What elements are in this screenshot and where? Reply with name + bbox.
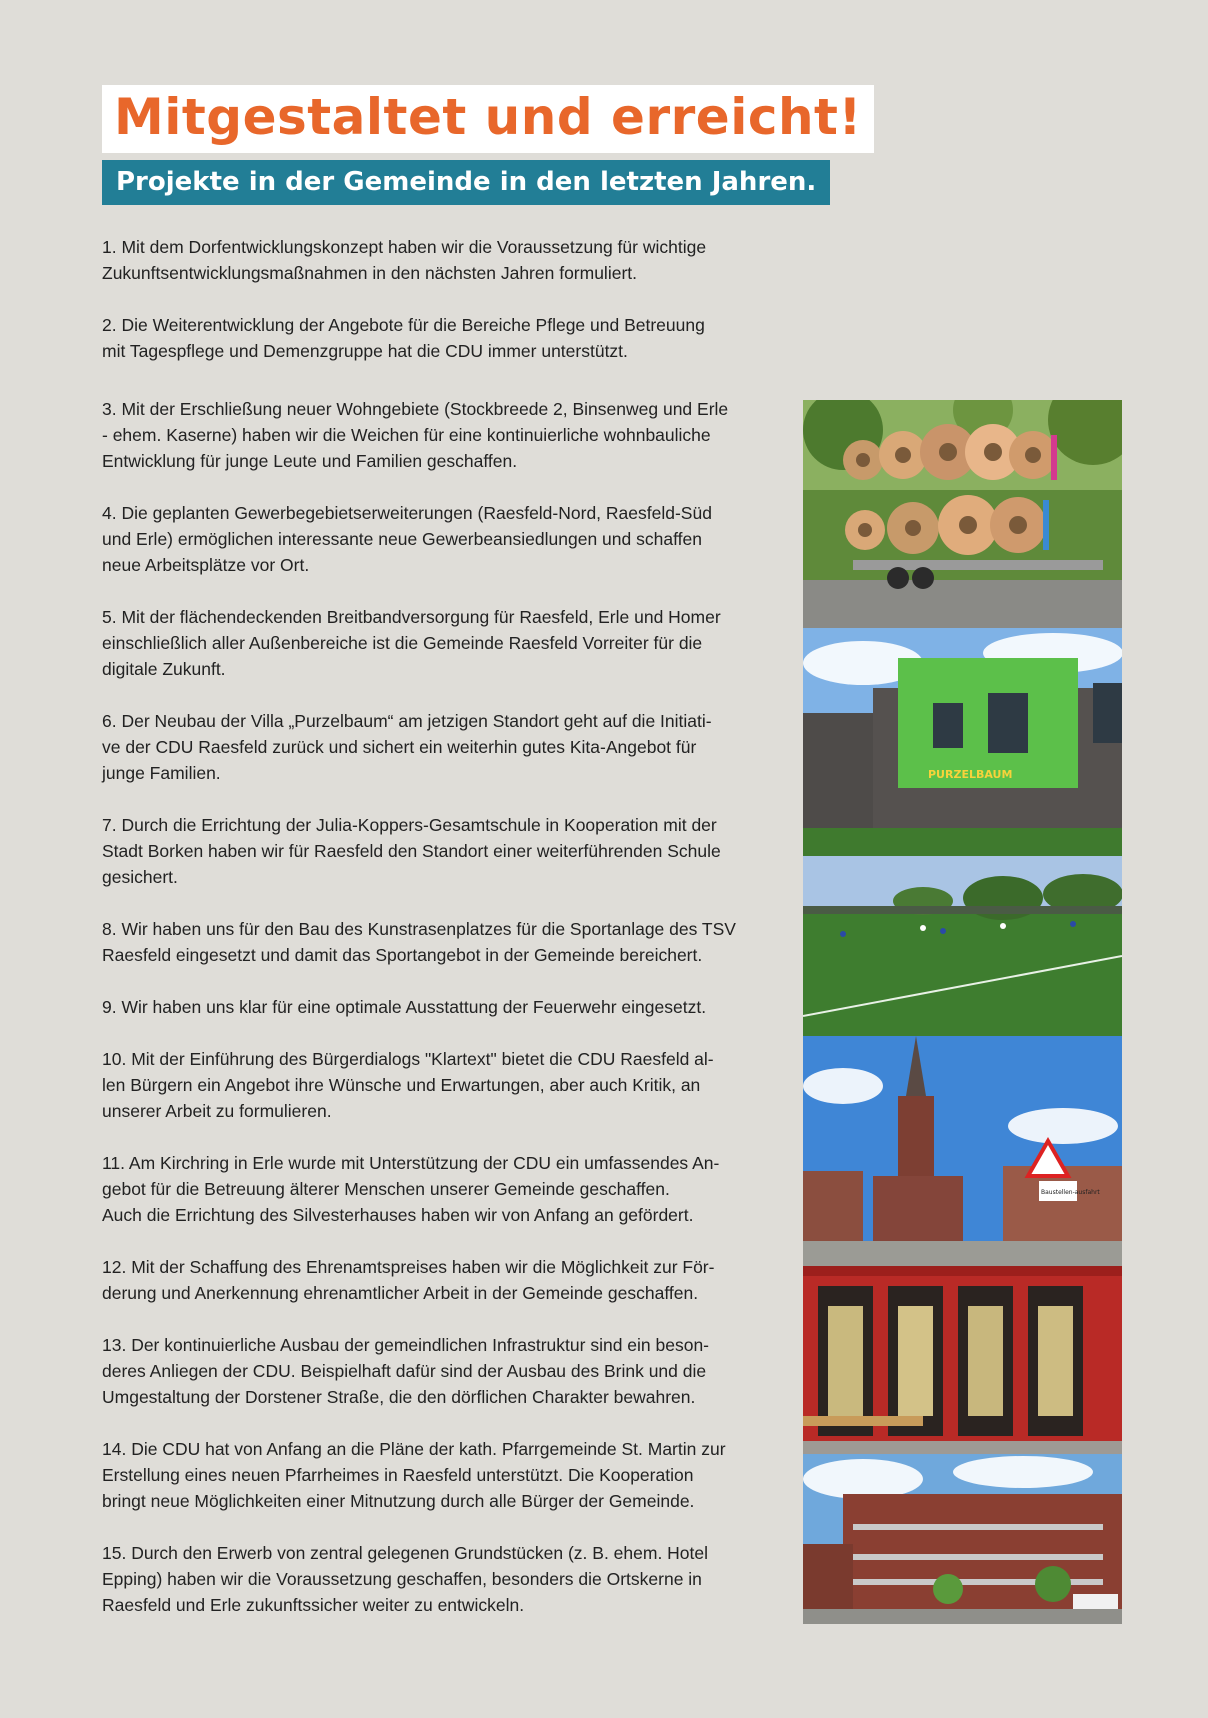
list-item: 6. Der Neubau der Villa „Purzelbaum“ am jetzigen Standort geht auf die Initiati- ve der CDU Raesfeld zurück und sichert ein weiterhin gutes Kita-Angebot für junge Familien.: [102, 711, 712, 783]
list-item: 7. Durch die Errichtung der Julia-Koppers-Gesamtschule in Kooperation mit der Stadt Borken haben wir für Raesfeld den Standort einer weiterführenden Schule gesichert.: [102, 815, 721, 887]
project-list: [102, 234, 782, 1618]
photo-new-building: [803, 1454, 1122, 1624]
construction-sign: Baustellen-ausfahrt: [1041, 1189, 1100, 1196]
page-title: Mitgestaltet und erreicht!: [114, 88, 862, 146]
photo-column: [803, 400, 1122, 1624]
list-item: 10. Mit der Einführung des Bürgerdialogs "Klartext" bietet die CDU Raesfeld al- len Bürgern ein Angebot ihre Wünsche und Erwartungen, aber auch Kritik, an unserer Arbeit zu formulieren.: [102, 1049, 714, 1121]
list-item: 5. Mit der flächendeckenden Breitbandversorgung für Raesfeld, Erle und Homer einschließlich aller Außenbereiche ist die Gemeinde Raesfeld Vorreiter für die digitale Zukunft.: [102, 607, 721, 679]
list-item: 15. Durch den Erwerb von zentral gelegenen Grundstücken (z. B. ehem. Hotel Epping) haben wir die Voraussetzung geschaffen, besonders die Ortskerne in Raesfeld und Erle zukunftssicher weiter zu entwickeln.: [102, 1543, 709, 1615]
title-box: [102, 85, 874, 153]
photo-sports-field: [803, 856, 1122, 1036]
list-item: 11. Am Kirchring in Erle wurde mit Unterstützung der CDU ein umfassendes An- gebot für die Betreuung älterer Menschen unserer Gemeinde geschaffen. Auch die Errichtung des Silvesterhauses haben wir von Anfang an gefördert.: [102, 1153, 720, 1225]
photo-church: [803, 1036, 1122, 1266]
photo-fire-lockers: [803, 1266, 1122, 1454]
list-item: 13. Der kontinuierliche Ausbau der gemeindlichen Infrastruktur sind ein beson- deres Anliegen der CDU. Beispielhaft dafür sind der Ausbau des Brink und die Umgestaltung der Dorstener Straße, die den dörflichen Charakter bewahren.: [102, 1335, 710, 1407]
list-item: 8. Wir haben uns für den Bau des Kunstrasenplatzes für die Sportanlage des TSV Raesfeld eingesetzt und damit das Sportangebot in der Gemeinde bereichert.: [102, 919, 736, 965]
list-item: 1. Mit dem Dorfentwicklungskonzept haben wir die Voraussetzung für wichtige Zukunftsentwicklungsmaßnahmen in den nächsten Jahren formuliert.: [102, 237, 707, 283]
page-subtitle: Projekte in der Gemeinde in den letzten Jahren.: [116, 167, 817, 197]
list-item: 14. Die CDU hat von Anfang an die Pläne der kath. Pfarrgemeinde St. Martin zur Erstellung eines neuen Pfarrheimes in Raesfeld unterstützt. Die Kooperation bringt neue Möglichkeiten einer Mitnutzung durch alle Bürger der Gemeinde.: [102, 1439, 726, 1511]
photo-cable-drums: [803, 400, 1122, 628]
photo-kita-building: [803, 628, 1122, 856]
list-item: 2. Die Weiterentwicklung der Angebote für die Bereiche Pflege und Betreuung mit Tagespflege und Demenzgruppe hat die CDU immer unterstützt.: [102, 315, 705, 361]
list-item: 3. Mit der Erschließung neuer Wohngebiete (Stockbreede 2, Binsenweg und Erle - ehem. Kaserne) haben wir die Weichen für eine kontinuierliche wohnbauliche Entwicklung für junge Leute und Familien geschaffen.: [102, 399, 729, 471]
list-item: 12. Mit der Schaffung des Ehrenamtspreises haben wir die Möglichkeit zur För- derung und Anerkennung ehrenamtlicher Arbeit in der Gemeinde geschaffen.: [102, 1257, 715, 1303]
kita-sign: PURZELBAUM: [928, 768, 1013, 781]
subtitle-box: [102, 160, 830, 205]
list-item: 9. Wir haben uns klar für eine optimale Ausstattung der Feuerwehr eingesetzt.: [102, 997, 707, 1017]
list-item: 4. Die geplanten Gewerbegebietserweiterungen (Raesfeld-Nord, Raesfeld-Süd und Erle) ermöglichen interessante neue Gewerbeansiedlungen und schaffen neue Arbeitsplätze vor Ort.: [102, 503, 712, 575]
